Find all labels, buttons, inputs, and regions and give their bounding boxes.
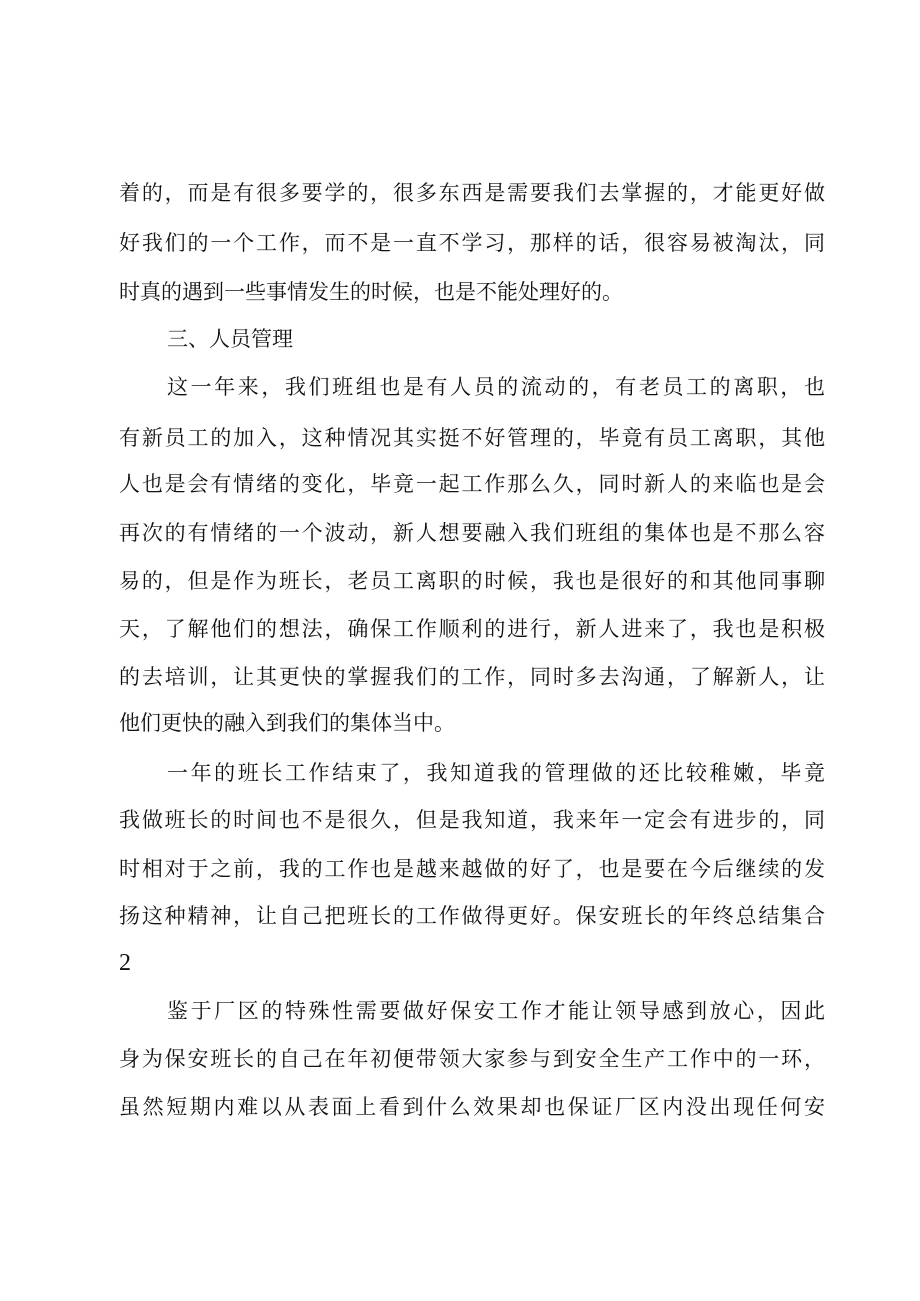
paragraph-line: 鉴于厂区的特殊性需要做好保安工作才能让领导感到放心，因此	[167, 999, 825, 1023]
paragraph-line: 人也是会有情绪的变化，毕竟一起工作那么久，同时新人的来临也是会	[119, 472, 825, 496]
section-heading: 三、人员管理	[167, 327, 293, 351]
paragraph-line: 这一年来，我们班组也是有人员的流动的，有老员工的离职，也	[167, 375, 825, 399]
paragraph-line: 时真的遇到一些事情发生的时候，也是不能处理好的。	[119, 280, 623, 304]
paragraph-line: 扬这种精神，让自己把班长的工作做得更好。保安班长的年终总结集合	[119, 904, 825, 928]
paragraph-line: 一年的班长工作结束了，我知道我的管理做的还比较稚嫩，毕竟	[167, 761, 825, 785]
paragraph-line: 我做班长的时间也不是很久，但是我知道，我来年一定会有进步的，同	[119, 808, 825, 832]
section-number: 2	[119, 950, 131, 976]
paragraph-line: 他们更快的融入到我们的集体当中。	[119, 711, 455, 735]
paragraph-line: 时相对于之前，我的工作也是越来越做的好了，也是要在今后继续的发	[119, 857, 825, 881]
paragraph-line: 天，了解他们的想法，确保工作顺利的进行，新人进来了，我也是积极	[119, 617, 825, 641]
paragraph-line: 虽然短期内难以从表面上看到什么效果却也保证厂区内没出现任何安	[119, 1095, 825, 1119]
paragraph-line: 易的，但是作为班长，老员工离职的时候，我也是很好的和其他同事聊	[119, 569, 825, 593]
paragraph-line: 再次的有情绪的一个波动，新人想要融入我们班组的集体也是不那么容	[119, 521, 825, 545]
paragraph-line: 好我们的一个工作，而不是一直不学习，那样的话，很容易被淘汰，同	[119, 231, 825, 255]
paragraph-line: 身为保安班长的自己在年初便带领大家参与到安全生产工作中的一环，	[119, 1047, 825, 1071]
paragraph-line: 着的，而是有很多要学的，很多东西是需要我们去掌握的，才能更好做	[119, 181, 825, 205]
paragraph-line: 有新员工的加入，这种情况其实挺不好管理的，毕竟有员工离职，其他	[119, 426, 825, 450]
paragraph-line: 的去培训，让其更快的掌握我们的工作，同时多去沟通，了解新人，让	[119, 665, 825, 689]
